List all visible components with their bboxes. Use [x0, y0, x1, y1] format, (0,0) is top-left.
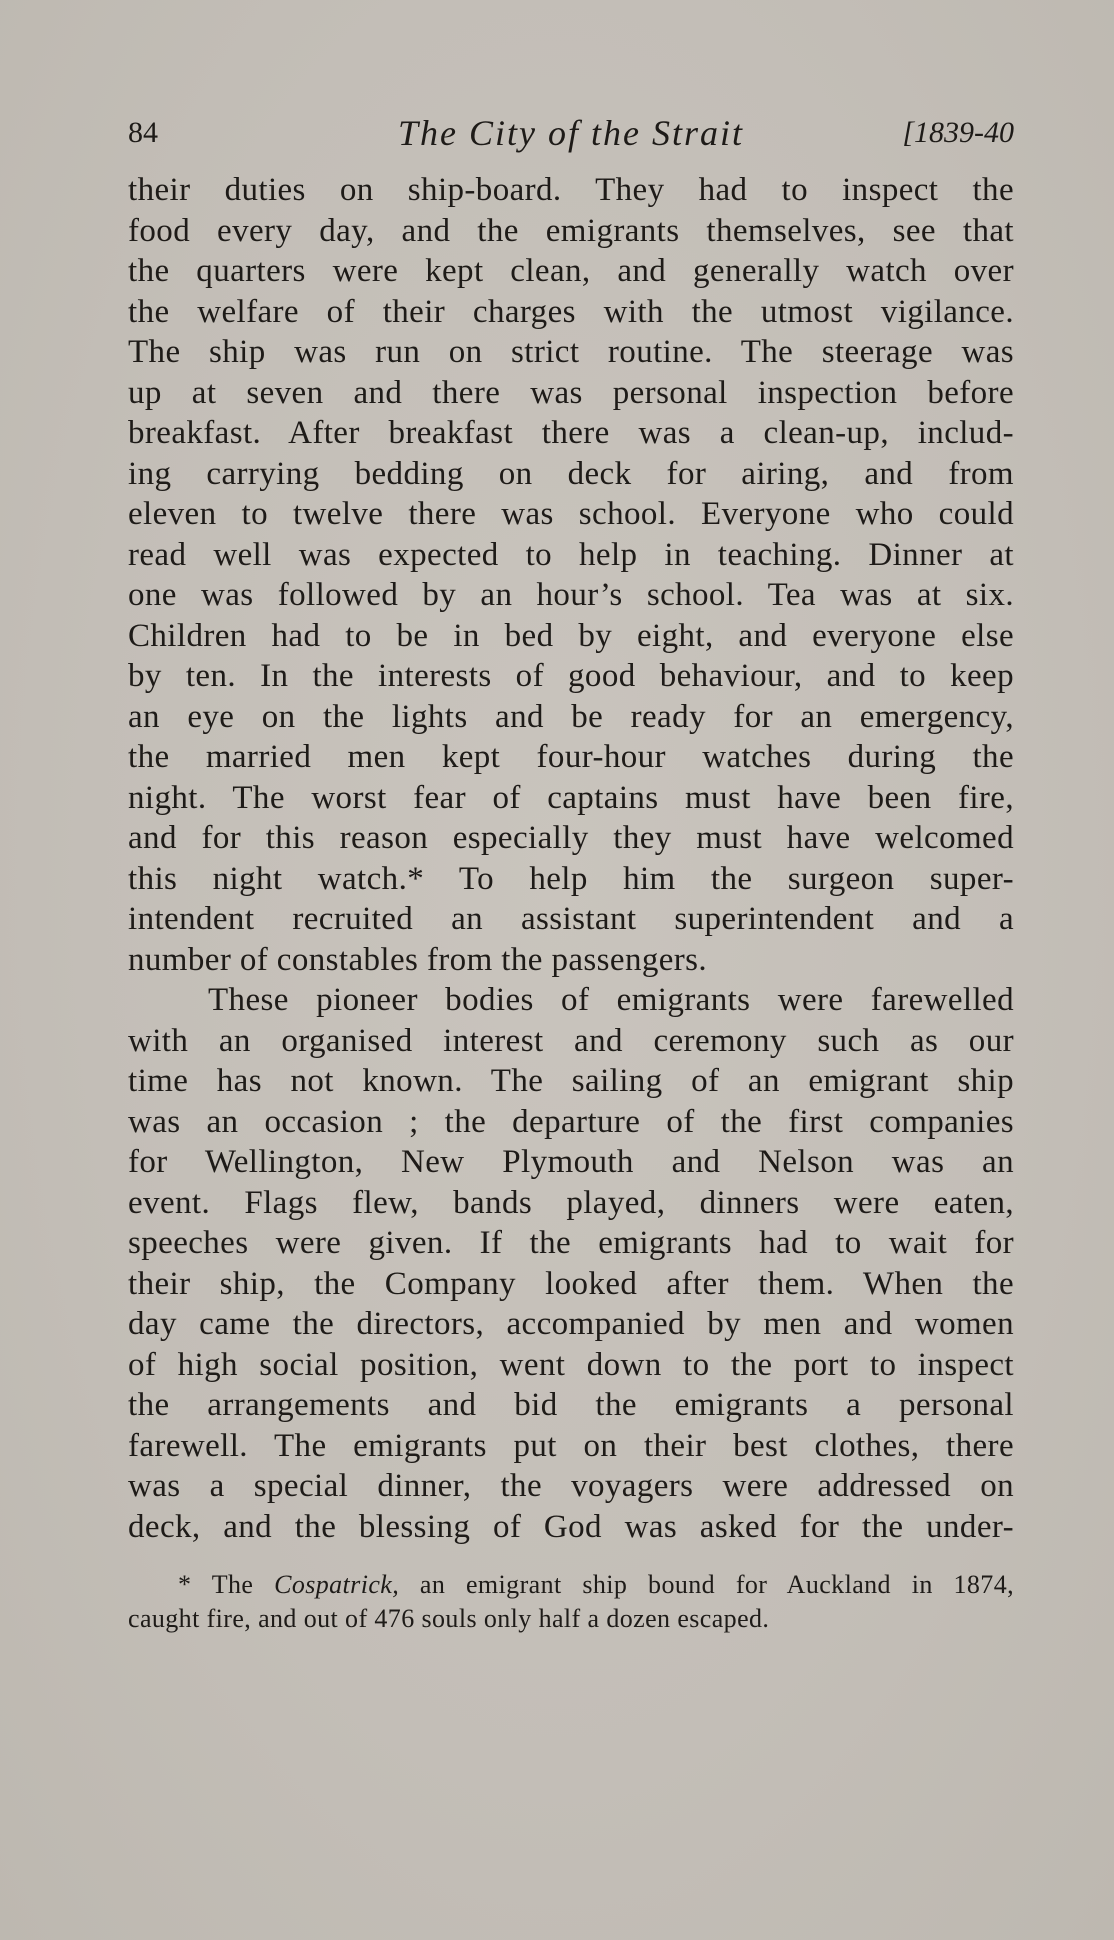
text-line: time has not known. The sailing of an emigrant ship: [128, 1063, 1014, 1099]
running-title: The City of the Strait: [398, 113, 744, 153]
page-header: [128, 112, 1014, 162]
paragraph-start-line: These pioneer bodies of emigrants were farewelled: [208, 982, 1014, 1018]
footnote-line: [128, 1568, 1014, 1602]
text-line: number of constables from the passengers.: [128, 941, 708, 978]
text-line: their ship, the Company looked after them. When the: [128, 1265, 1014, 1302]
body-text: [128, 170, 1014, 1547]
text-line: this night watch.* To help him the surgeon super-: [128, 860, 1014, 897]
text-line: their duties on ship-board. They had to inspect the: [128, 172, 1014, 208]
text-line: ing carrying bedding on deck for airing, and from: [128, 455, 1014, 492]
text-line: food every day, and the emigrants themselves, see that: [128, 212, 1014, 249]
text-line: Children had to be in bed by eight, and everyone else: [128, 617, 1014, 654]
text-line: one was followed by an hour’s school. Tea was at six.: [128, 577, 1014, 613]
text-line: breakfast. After breakfast there was a clean-up, includ-: [128, 415, 1014, 451]
text-line: intendent recruited an assistant superintendent and a: [128, 901, 1014, 937]
text-line: for Wellington, New Plymouth and Nelson was an: [128, 1144, 1014, 1180]
footnote-ship-name: Cospatrick,: [274, 1570, 400, 1599]
text-line: read well was expected to help in teaching. Dinner at: [128, 536, 1014, 573]
text-line: farewell. The emigrants put on their best clothes, there: [128, 1427, 1014, 1464]
text-line: day came the directors, accompanied by men and women: [128, 1306, 1014, 1342]
text-line: was a special dinner, the voyagers were addressed on: [128, 1468, 1014, 1504]
text-line: an eye on the lights and be ready for an emergency,: [128, 698, 1014, 735]
footnote-line1-rest: an emigrant ship bound for Auckland in 1874,: [399, 1570, 1014, 1599]
text-line: the quarters were kept clean, and generally watch over: [128, 253, 1014, 289]
text-line: the married men kept four-hour watches during the: [128, 739, 1014, 775]
footnote-line: caught fire, and out of 476 souls only half a dozen escaped.: [128, 1604, 770, 1633]
text-line: deck, and the blessing of God was asked for the under-: [128, 1508, 1014, 1545]
text-line: eleven to twelve there was school. Everyone who could: [128, 496, 1014, 532]
text-line: with an organised interest and ceremony such as our: [128, 1022, 1014, 1059]
page-number: 84: [128, 116, 158, 149]
text-line: speeches were given. If the emigrants had to wait for: [128, 1225, 1014, 1261]
text-line: night. The worst fear of captains must have been fire,: [128, 779, 1014, 816]
text-line: by ten. In the interests of good behaviour, and to keep: [128, 658, 1014, 694]
text-line: was an occasion ; the departure of the first companies: [128, 1103, 1014, 1140]
text-line: of high social position, went down to the port to inspect: [128, 1346, 1014, 1383]
text-line: up at seven and there was personal inspection before: [128, 374, 1014, 411]
footnote-marker: * The: [178, 1570, 275, 1599]
text-line: event. Flags flew, bands played, dinners were eaten,: [128, 1184, 1014, 1221]
date-range: [1839-40: [902, 116, 1014, 149]
text-line: the welfare of their charges with the utmost vigilance.: [128, 293, 1014, 330]
text-line: and for this reason especially they must have welcomed: [128, 820, 1014, 856]
text-line: The ship was run on strict routine. The steerage was: [128, 334, 1014, 370]
footnote: [128, 1568, 1014, 1636]
text-line: the arrangements and bid the emigrants a personal: [128, 1387, 1014, 1423]
